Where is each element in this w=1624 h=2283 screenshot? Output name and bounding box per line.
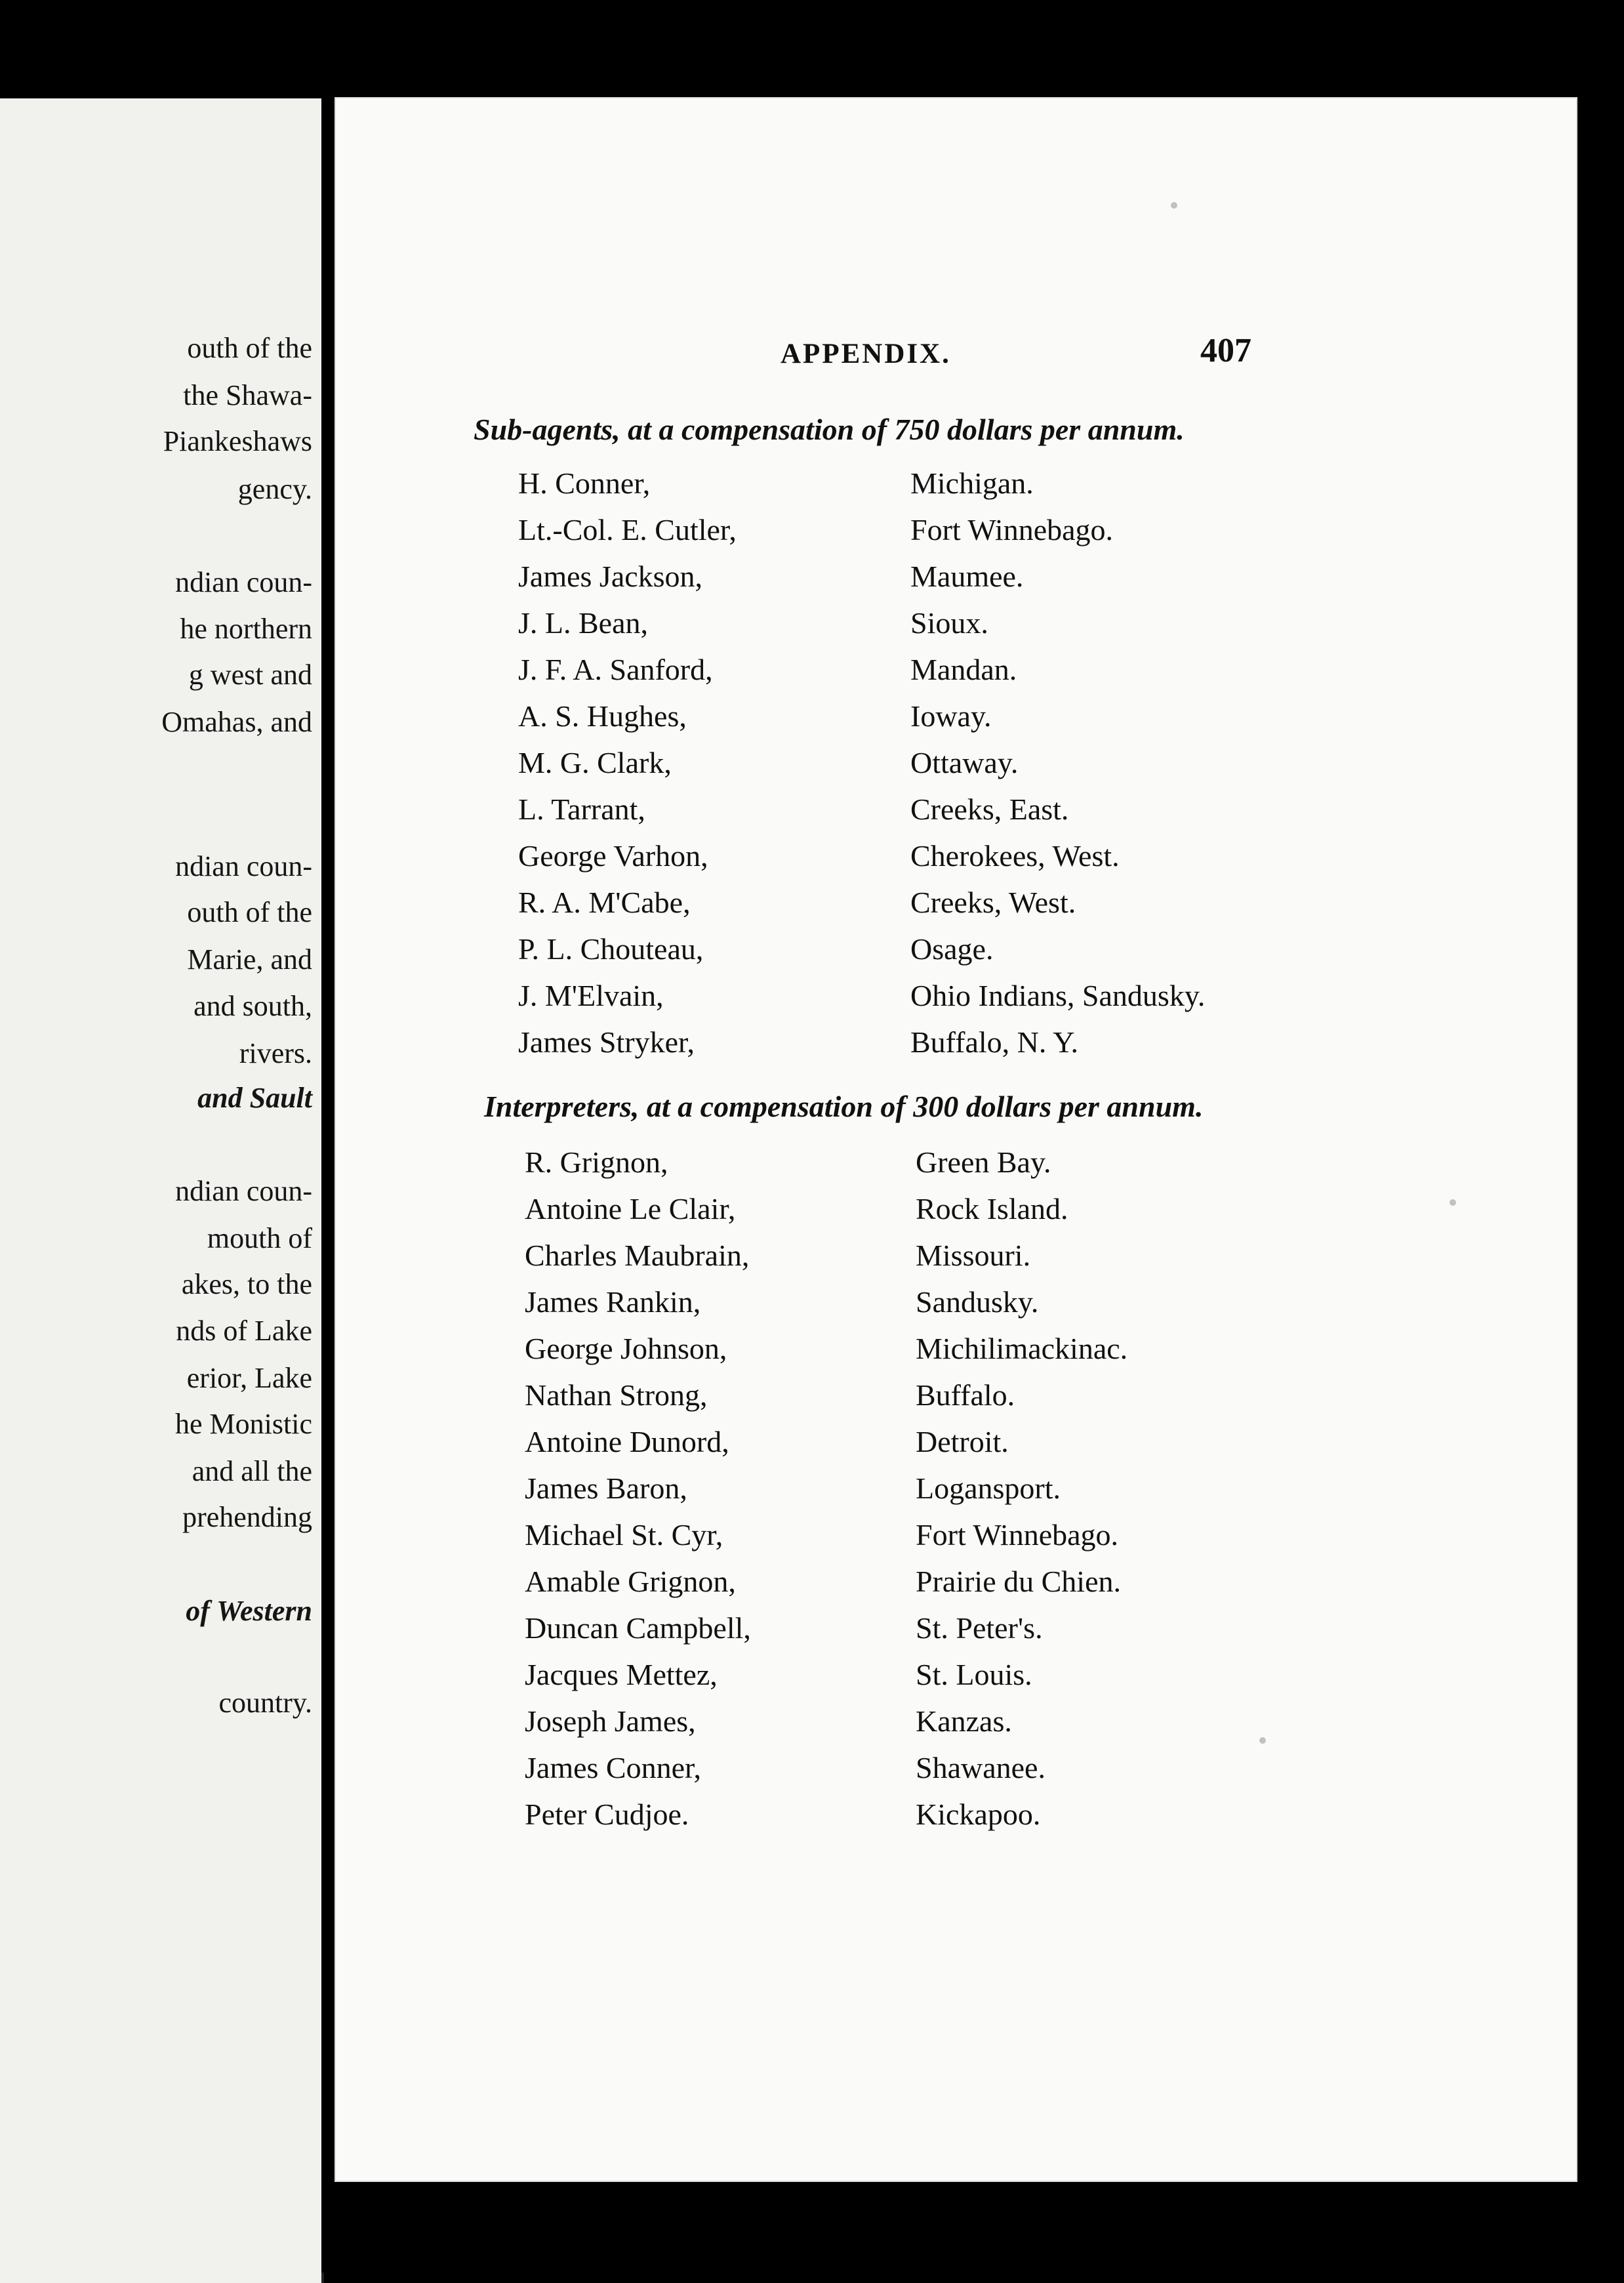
entry-name: J. L. Bean, [518,606,649,640]
facing-page-line: Omahas, and [161,706,312,738]
facing-page-line: ndian coun- [175,1175,312,1207]
facing-page-line: country. [218,1687,312,1719]
facing-page-line: Marie, and [187,943,312,976]
entry-place: Rock Island. [916,1192,1068,1225]
entry-name: James Rankin, [525,1285,701,1319]
facing-page-line: ndian coun- [175,566,312,598]
entry-place: Missouri. [916,1239,1031,1272]
entry-place: St. Peter's. [916,1611,1043,1645]
facing-page-line: of Western [186,1595,312,1627]
entry-name: Peter Cudjoe. [525,1798,689,1831]
entry-name: J. M'Elvain, [518,979,664,1012]
entry-name: James Conner, [525,1751,701,1784]
facing-page-line: the Shawa- [183,379,312,411]
entry-name: Nathan Strong, [525,1378,708,1412]
facing-page-line: ndian coun- [175,850,312,882]
entry-place: Kanzas. [916,1704,1012,1738]
entry-name: J. F. A. Sanford, [518,653,713,686]
facing-page-line: outh of the [187,332,312,364]
entry-name: James Baron, [525,1471,687,1505]
entry-place: Fort Winnebago. [910,513,1114,546]
sub-agents-heading: Sub-agents, at a compensation of 750 dollars per annum. [474,413,1185,446]
entry-place: Sioux. [910,606,988,640]
entry-name: Duncan Campbell, [525,1611,751,1645]
book-page [335,97,1577,2182]
facing-page-line: and Sault [197,1082,312,1114]
facing-page-line: gency. [237,473,312,505]
entry-name: George Johnson, [525,1332,727,1365]
entry-place: Buffalo, N. Y. [910,1025,1078,1059]
facing-page-line: rivers. [239,1037,312,1069]
entry-name: George Varhon, [518,839,708,873]
entry-name: James Jackson, [518,560,703,593]
facing-page-line: and south, [193,990,312,1022]
facing-page-line: erior, Lake [186,1362,312,1394]
facing-page-line: outh of the [187,896,312,928]
entry-name: Joseph James, [525,1704,696,1738]
entry-name: Charles Maubrain, [525,1239,750,1272]
entry-place: Creeks, West. [910,886,1076,919]
entry-name: A. S. Hughes, [518,699,687,733]
entry-place: Creeks, East. [910,792,1069,826]
paper-speck [1450,1199,1456,1206]
facing-page [0,98,324,2283]
facing-page-line: mouth of [207,1222,312,1254]
entry-name: Antoine Le Clair, [525,1192,736,1225]
entry-name: H. Conner, [518,466,651,500]
entry-place: Ioway. [910,699,992,733]
entry-name: Jacques Mettez, [525,1658,718,1691]
entry-name: R. A. M'Cabe, [518,886,691,919]
entry-name: R. Grignon, [525,1145,668,1179]
entry-place: Green Bay. [916,1145,1051,1179]
entry-place: Mandan. [910,653,1017,686]
entry-name: Lt.-Col. E. Cutler, [518,513,737,546]
facing-page-line: nds of Lake [176,1315,312,1347]
running-title: APPENDIX. [781,339,951,369]
paper-speck [1171,202,1177,209]
entry-name: L. Tarrant, [518,792,645,826]
facing-page-line: prehending [182,1501,312,1533]
book-gutter [321,97,335,2273]
entry-place: Logansport. [916,1471,1061,1505]
facing-page-line: akes, to the [181,1268,312,1300]
entry-place: Ottaway. [910,746,1019,779]
entry-name: Amable Grignon, [525,1565,736,1598]
entry-place: St. Louis. [916,1658,1032,1691]
entry-place: Shawanee. [916,1751,1045,1784]
entry-place: Michigan. [910,466,1034,500]
entry-place: Fort Winnebago. [916,1518,1119,1552]
entry-name: P. L. Chouteau, [518,932,704,966]
entry-place: Maumee. [910,560,1024,593]
entry-name: James Stryker, [518,1025,695,1059]
facing-page-line: he Monistic [175,1408,312,1440]
entry-place: Ohio Indians, Sandusky. [910,979,1206,1012]
entry-place: Sandusky. [916,1285,1039,1319]
facing-page-line: g west and [188,659,312,691]
interpreters-heading: Interpreters, at a compensation of 300 dollars per annum. [484,1090,1204,1123]
entry-place: Detroit. [916,1425,1009,1458]
page-number: 407 [1200,332,1251,369]
entry-place: Prairie du Chien. [916,1565,1121,1598]
entry-name: Michael St. Cyr, [525,1518,723,1552]
entry-name: Antoine Dunord, [525,1425,729,1458]
facing-page-line: and all the [192,1455,312,1487]
entry-place: Cherokees, West. [910,839,1120,873]
entry-place: Michilimackinac. [916,1332,1128,1365]
entry-place: Buffalo. [916,1378,1015,1412]
entry-place: Kickapoo. [916,1798,1041,1831]
paper-speck [1259,1737,1266,1744]
entry-place: Osage. [910,932,994,966]
facing-page-line: Piankeshaws [163,425,312,457]
entry-name: M. G. Clark, [518,746,672,779]
facing-page-line: he northern [180,613,312,645]
